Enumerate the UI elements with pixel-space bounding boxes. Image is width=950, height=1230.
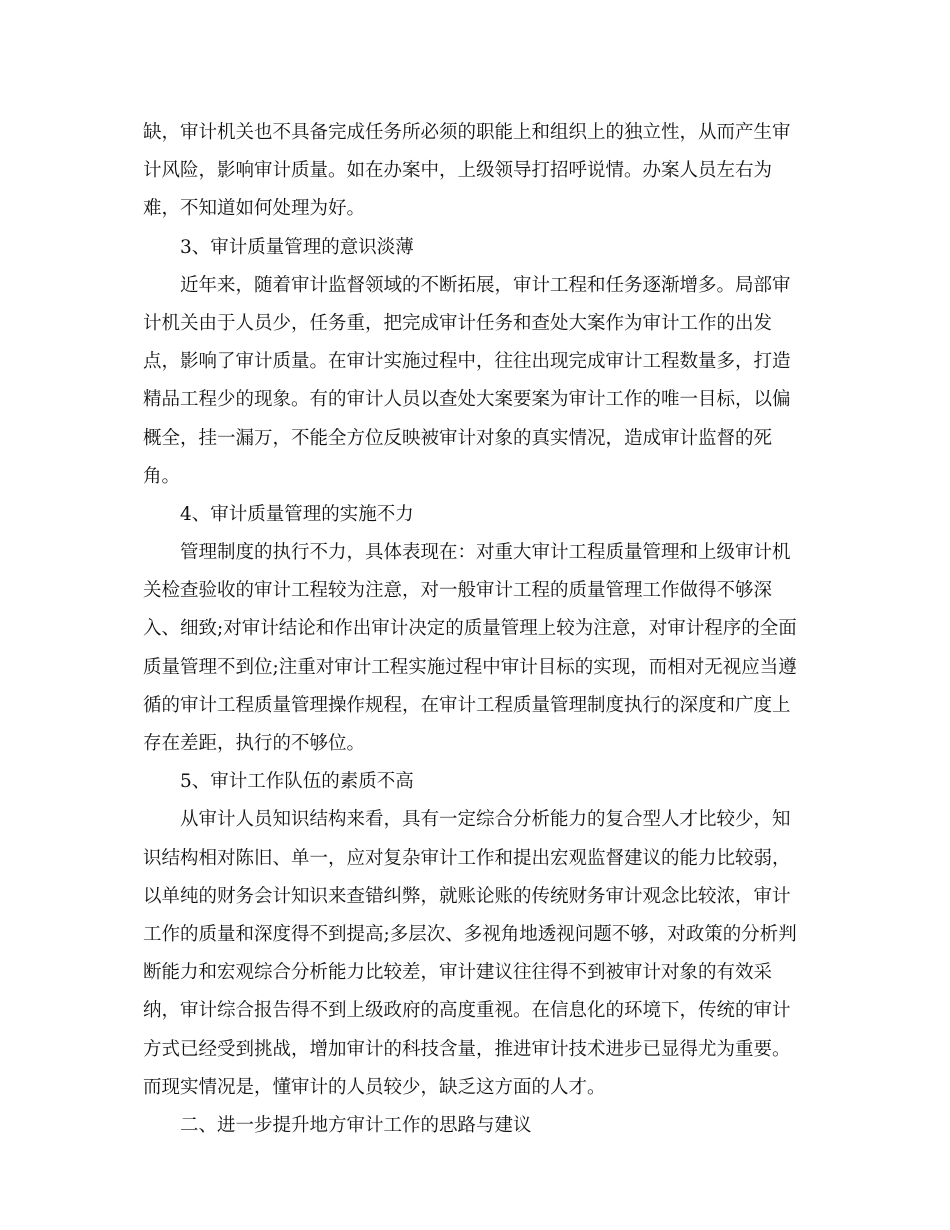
paragraph-line: 点，影响了审计质量。在审计实施过程中，往往出现完成审计工程数量多，打造 [143,351,791,373]
paragraph-line: 方式已经受到挑战，增加审计的科技含量，推进审计技术进步已显得尤为重要。 [143,1038,791,1060]
paragraph-line: 精品工程少的现象。有的审计人员以查处大案要案为审计工作的唯一目标，以偏 [143,389,791,411]
paragraph-line-indented: 3、审计质量管理的意识淡薄 [180,236,414,258]
paragraph-line-indented: 5、审计工作队伍的素质不高 [180,771,414,793]
paragraph-line: 计风险，影响审计质量。如在办案中，上级领导打招呼说情。办案人员左右为 [143,160,773,182]
paragraph-line: 存在差距，执行的不够位。 [143,733,366,754]
paragraph-line-indented: 近年来，随着审计监督领域的不断拓展，审计工程和任务逐渐增多。局部审 [180,274,791,296]
paragraph-line-indented: 管理制度的执行不力，具体表现在：对重大审计工程质量管理和上级审计机 [180,542,791,564]
paragraph-line-indented: 从审计人员知识结构来看，具有一定综合分析能力的复合型人才比较少，知 [180,809,791,831]
paragraph-line: 难，不知道如何处理为好。 [143,198,366,220]
paragraph-line: 入、细致;对审计结论和作出审计决定的质量管理上较为注意，对审计程序的全面 [143,618,797,640]
paragraph-line: 而现实情况是，懂审计的人员较少，缺乏这方面的人才。 [143,1076,606,1098]
paragraph-line: 计机关由于人员少，任务重，把完成审计任务和查处大案作为审计工作的出发 [143,312,773,334]
paragraph-line: 质量管理不到位;注重对审计工程实施过程中审计目标的实现，而相对无视应当遵 [143,656,797,678]
paragraph-line: 缺，审计机关也不具备完成任务所必须的职能上和组织上的独立性，从而产生审 [143,122,791,143]
paragraph-line: 纳，审计综合报告得不到上级政府的高度重视。在信息化的环境下，传统的审计 [143,1000,791,1022]
paragraph-line: 以单纯的财务会计知识来查错纠弊，就账论账的传统财务审计观念比较浓，审计 [143,885,791,907]
paragraph-line-indented: 二、进一步提升地方审计工作的思路与建议 [180,1114,532,1136]
paragraph-line: 角。 [143,465,181,487]
paragraph-line: 关检查验收的审计工程较为注意，对一般审计工程的质量管理工作做得不够深 [143,580,773,602]
paragraph-line: 概全，挂一漏万，不能全方位反映被审计对象的真实情况，造成审计监督的死 [143,427,773,449]
document-body [143,114,813,1145]
paragraph-line: 工作的质量和深度得不到提高;多层次、多视角地透视问题不够，对政策的分析判 [143,923,797,945]
paragraph-line: 断能力和宏观综合分析能力比较差，审计建议往往得不到被审计对象的有效采 [143,962,773,984]
paragraph-line: 识结构相对陈旧、单一，应对复杂审计工作和提出宏观监督建议的能力比较弱， [143,847,791,869]
paragraph-line-indented: 4、审计质量管理的实施不力 [180,503,414,525]
paragraph-line: 循的审计工程质量管理操作规程，在审计工程质量管理制度执行的深度和广度上 [143,694,791,716]
